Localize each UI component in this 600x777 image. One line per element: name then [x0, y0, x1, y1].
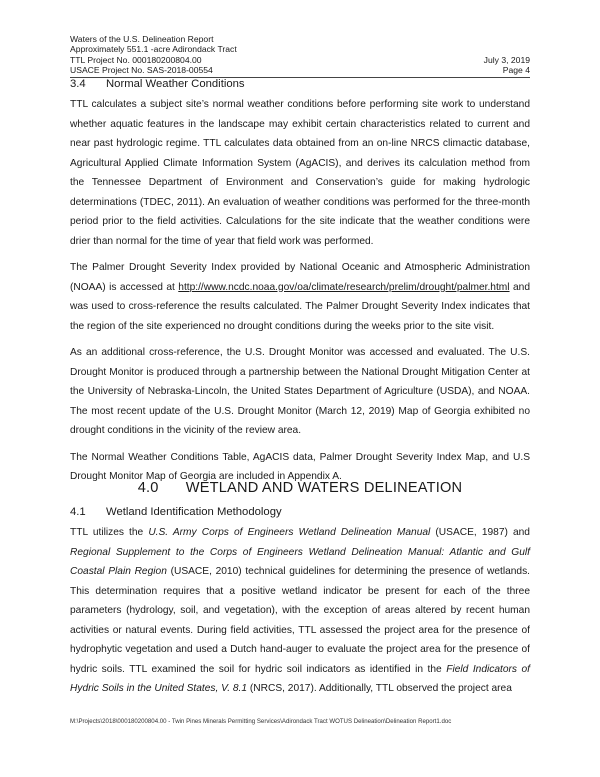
header-tract: Approximately 551.1 -acre Adirondack Tract [70, 44, 237, 55]
paragraph-palmer-index [70, 258, 530, 336]
header-report-title: Waters of the U.S. Delineation Report [70, 34, 214, 44]
palmer-text-b: and was used to cross-reference the results calculated. The Palmer Drought Severity Index indicates that the region of the site experienced no drought conditions during the weeks prior to the site visit. [70, 281, 530, 332]
paragraph-drought-monitor: As an additional cross-reference, the U.S. Drought Monitor was accessed and evaluated. The U.S. Drought Monitor is produced through a partnership between the National Drought Mitigation Center at the University of Nebraska-Lincoln, the United States Department of Agriculture (USDA), and NOAA. The most recent update of the U.S. Drought Monitor (March 12, 2019) Map of Georgia exhibited no drought conditions in the vicinity of the review area. [70, 347, 530, 436]
chapter-4-title: WETLAND AND WATERS DELINEATION [185, 480, 463, 496]
page-header [70, 34, 530, 76]
paragraph-weather-calc: TTL calculates a subject site’s normal weather conditions before performing site work to understand whether aquatic features in the landscape may exhibit certain characteristics related to current and near past hydrologic regime. TTL calculates data obtained from an on-line NRCS climactic database, Agricultural Applied Climate Information System (AgACIS), and derives its calculation method from the Tennessee Department of Environment and Conservation’s guide for making hydrologic determinations (TDEC, 2011). An evaluation of weather conditions was performed for the three-month period prior to the field activities. Calculations for the site indicate that the weather conditions were drier than normal for the time of year that field work was performed. [70, 99, 530, 247]
methodology-text-a: TTL utilizes the [70, 527, 144, 538]
paragraph-methodology [70, 523, 530, 699]
footer-file-path: M:\Projects\2018\000180200804.00 - Twin Pines Minerals Permitting Services\Adirondack Tract WOTUS Delineation\Delineation Report1.doc [70, 718, 452, 725]
chapter-4-heading [0, 480, 600, 496]
header-date: July 3, 2019 [483, 54, 530, 65]
field-indicators-title: Field Indicators of Hydric Soils in the United States, V. 8.1 [70, 663, 530, 694]
header-page-number: Page 4 [502, 65, 530, 76]
regional-supplement-title: Regional Supplement to the Corps of Engineers Wetland Delineation Manual: Atlantic and Gulf Coastal Plain Region [70, 546, 530, 577]
section-3-4-body [70, 95, 530, 494]
methodology-text-c: (USACE, 2010) technical guidelines for determining the presence of wetlands. This determination requires that a positive wetland indicator be present for each of the three parameters (hydrology, soil, and vegetation), with the exception of areas altered by recent human activities or natural events. During field activities, TTL assessed the project area for the presence of hydrophytic vegetation and used a Dutch hand-auger to evaluate the project area for the presence of hydric soils. TTL examined the soil for hydric soil indicators as identified in the [70, 566, 530, 675]
paragraph-appendix-ref: The Normal Weather Conditions Table, AgACIS data, Palmer Drought Severity Index Map, and U.S Drought Monitor Map of Georgia are included in Appendix A. [70, 451, 530, 482]
methodology-text-d: (NRCS, 2017). Additionally, TTL observed the project area [249, 683, 512, 694]
usace-manual-title: U.S. Army Corps of Engineers Wetland Delineation Manual [148, 527, 431, 538]
section-4-1-number: 4.1 [70, 506, 86, 518]
palmer-text-a: The Palmer Drought Severity Index provided by National Oceanic and Atmospheric Administration (NOAA) is accessed at [70, 262, 530, 293]
section-4-1-body [70, 523, 530, 706]
header-ttl-project: TTL Project No. 000180200804.00 [70, 54, 202, 65]
section-3-4-heading [70, 78, 245, 90]
section-3-4-title: Normal Weather Conditions [106, 78, 245, 90]
section-4-1-heading [70, 506, 282, 518]
methodology-text-b: (USACE, 1987) and [435, 527, 530, 538]
header-usace-project: USACE Project No. SAS-2018-00554 [70, 65, 213, 76]
noaa-palmer-link[interactable]: http://www.ncdc.noaa.gov/oa/climate/research/prelim/drought/palmer.html [178, 281, 510, 293]
section-3-4-number: 3.4 [70, 78, 86, 90]
chapter-4-number: 4.0 [137, 480, 159, 496]
section-4-1-title: Wetland Identification Methodology [106, 506, 282, 518]
